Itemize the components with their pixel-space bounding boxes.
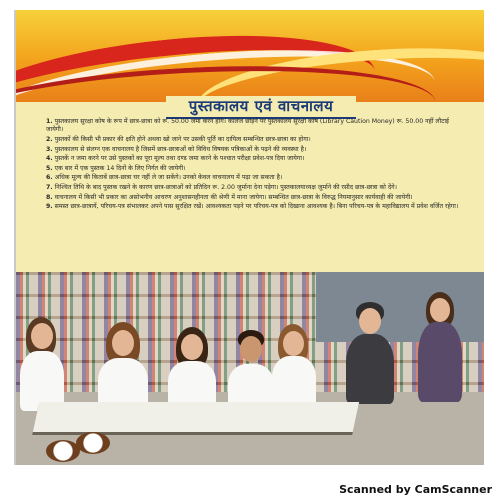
- decorative-banner: [16, 10, 484, 102]
- rule-item: 2. पुस्तकों की किसी भी प्रकार की क्षति होने अथवा खो जाने पर उसकी पूर्ति का दायित्व सम्बन्धित छात्र-छात्रा का होगा।: [46, 136, 311, 143]
- coconut-decoration: [46, 440, 80, 462]
- rules-list: [46, 118, 466, 213]
- rule-item: 4. पुस्तकें न जमा करने पर उसे पुस्तकों का पूरा मूल्य तथा दण्ड जमा करने के पश्चात परीक्षा प्रवेश-पत्र दिया जायेगा।: [46, 155, 305, 163]
- rule-item: 1. पुस्तकालय सुरक्षा कोष के रूप में छात्र-छात्रा को रू. 50.00 जमा करने होंगे। कालेज छोड़ने पर पुस्तकालय सुरक्षा कोष (Library Caution Money) रू. 50.00 नहीं लौटाई जायेगी।: [46, 118, 449, 134]
- brochure-page: [14, 10, 484, 465]
- background-window: [316, 272, 484, 342]
- page-title: पुस्तकालय एवं वाचनालय: [166, 96, 356, 119]
- scanner-watermark: Scanned by CamScanner: [339, 483, 492, 496]
- library-photo: [16, 272, 484, 465]
- library-table: [33, 402, 359, 432]
- rule-item: 8. वाचनालय में किसी भी प्रकार का असोभनीय आचरण अनुशासनहीनता की श्रेणी में माना जायेगा। सम्बन्धित छात्र-छात्रा के विरुद्ध नियमानुसार कार्यवाही की जायेगी।: [46, 193, 413, 201]
- rule-item: 7. निश्चित तिथि के बाद पुस्तक रखने के कारण छात्र-छात्राओं को प्रतिदिन रू. 2.00 जुर्माना देना पड़ेगा। पुस्तकालयाध्यक्ष जुर्माने की रसीद छात्र-छात्रा को देंगे।: [46, 183, 397, 191]
- rule-item: 5. एक बार में एक पुस्तक 14 दिनों के लिए निर्गत की जायेगी।: [46, 164, 186, 172]
- coconut-decoration: [76, 432, 110, 454]
- rule-item: 3. पुस्तकालय से संलग्न एक वाचनालय है जिसमें छात्र-छात्राओं को विविध विषयक पत्रिकाओं के पढ़ने की व्यवस्था है।: [46, 145, 307, 153]
- rule-item: 6. अधिक मूल्य की किताबें छात्र-छात्रा घर नहीं ले जा सकेंगे। उनको केवल वाचनालय में पढ़ा जा सकता है।: [46, 174, 283, 182]
- rule-item: 9. समस्त छात्र-छात्रायें, परिचय-पत्र संभालकर अपने पास सुरक्षित रखें। आवश्यकता पड़ने पर परिचय-पत्र को दिखाना आवश्यक है। बिना परिचय-पत्र के महाविद्यालय में प्रवेश वर्जित रहेगा।: [46, 203, 459, 211]
